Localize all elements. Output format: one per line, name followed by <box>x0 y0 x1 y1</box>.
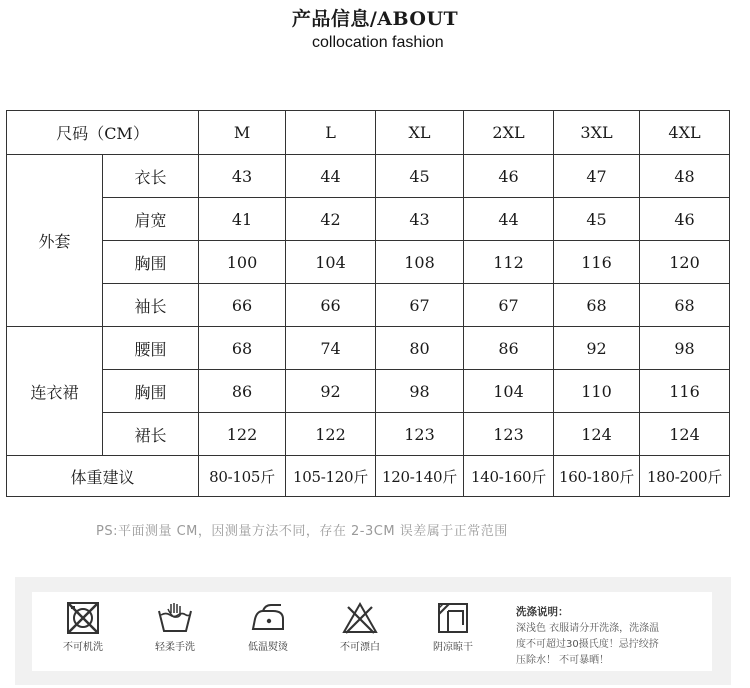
value-cell: 124 <box>554 413 640 456</box>
weight-cell: 160-180斤 <box>554 456 640 497</box>
value-cell: 67 <box>376 284 464 327</box>
table-row <box>7 413 730 456</box>
weight-row <box>7 456 730 497</box>
value-cell: 92 <box>554 327 640 370</box>
value-cell: 120 <box>640 241 730 284</box>
table-row <box>7 284 730 327</box>
care-label: 不可机洗 <box>63 642 103 653</box>
value-cell: 74 <box>286 327 376 370</box>
value-cell: 48 <box>640 155 730 198</box>
value-cell: 122 <box>286 413 376 456</box>
measure-label: 腰围 <box>103 327 199 370</box>
value-cell: 46 <box>464 155 554 198</box>
value-cell: 42 <box>286 198 376 241</box>
no-machine-wash-icon <box>66 601 100 635</box>
value-cell: 116 <box>640 370 730 413</box>
value-cell: 68 <box>199 327 286 370</box>
value-cell: 123 <box>464 413 554 456</box>
care-body <box>516 621 700 669</box>
table-row <box>7 155 730 198</box>
value-cell: 108 <box>376 241 464 284</box>
value-cell: 123 <box>376 413 464 456</box>
measure-label: 裙长 <box>103 413 199 456</box>
low-iron-icon <box>249 601 287 635</box>
care-line: 度不可超过30摄氏度！忌拧绞挤 <box>516 639 659 650</box>
care-label: 低温熨烫 <box>248 642 288 653</box>
weight-cell: 120-140斤 <box>376 456 464 497</box>
care-panel-inner <box>32 592 712 671</box>
value-cell: 46 <box>640 198 730 241</box>
value-cell: 104 <box>464 370 554 413</box>
value-cell: 43 <box>199 155 286 198</box>
measurement-note: PS:平面测量 CM，因测量方法不同，存在 2-3CM 误差属于正常范围 <box>96 524 508 539</box>
weight-cell: 105-120斤 <box>286 456 376 497</box>
value-cell: 122 <box>199 413 286 456</box>
value-cell: 116 <box>554 241 640 284</box>
value-cell: 44 <box>286 155 376 198</box>
care-line: 深浅色 衣服请分开洗涤，洗涤温 <box>516 623 660 634</box>
care-label: 阴凉晾干 <box>433 642 473 653</box>
value-cell: 124 <box>640 413 730 456</box>
value-cell: 86 <box>464 327 554 370</box>
value-cell: 68 <box>640 284 730 327</box>
value-cell: 67 <box>464 284 554 327</box>
value-cell: 112 <box>464 241 554 284</box>
care-instructions <box>516 604 700 669</box>
care-title: 洗涤说明： <box>516 606 569 618</box>
weight-cell: 140-160斤 <box>464 456 554 497</box>
measure-label: 衣长 <box>103 155 199 198</box>
value-cell: 66 <box>286 284 376 327</box>
table-row <box>7 327 730 370</box>
size-header: M <box>199 111 286 155</box>
size-header: 4XL <box>640 111 730 155</box>
value-cell: 45 <box>554 198 640 241</box>
care-item-low-iron <box>233 601 303 653</box>
table-row <box>7 370 730 413</box>
value-cell: 100 <box>199 241 286 284</box>
value-cell: 98 <box>640 327 730 370</box>
care-label: 不可漂白 <box>340 642 380 653</box>
value-cell: 66 <box>199 284 286 327</box>
care-line: 压除水！ 不可暴晒！ <box>516 655 610 666</box>
care-item-no-machine-wash <box>48 601 118 653</box>
care-panel <box>15 577 731 685</box>
size-label: 尺码（CM） <box>7 111 199 155</box>
measure-label: 胸围 <box>103 241 199 284</box>
value-cell: 98 <box>376 370 464 413</box>
care-item-shade-dry <box>418 601 488 653</box>
value-cell: 45 <box>376 155 464 198</box>
hand-wash-icon <box>156 601 194 635</box>
value-cell: 110 <box>554 370 640 413</box>
size-header: 2XL <box>464 111 554 155</box>
size-header: L <box>286 111 376 155</box>
group-label-coat: 外套 <box>7 155 103 327</box>
care-item-hand-wash <box>140 601 210 653</box>
weight-cell: 180-200斤 <box>640 456 730 497</box>
value-cell: 68 <box>554 284 640 327</box>
measure-label: 肩宽 <box>103 198 199 241</box>
value-cell: 86 <box>199 370 286 413</box>
table-row <box>7 241 730 284</box>
weight-cell: 80-105斤 <box>199 456 286 497</box>
size-header-row <box>7 111 730 155</box>
weight-label: 体重建议 <box>7 456 199 497</box>
shade-dry-icon <box>436 601 470 635</box>
value-cell: 104 <box>286 241 376 284</box>
size-header: 3XL <box>554 111 640 155</box>
group-label-dress: 连衣裙 <box>7 327 103 456</box>
measure-label: 胸围 <box>103 370 199 413</box>
table-row <box>7 198 730 241</box>
value-cell: 80 <box>376 327 464 370</box>
page-title: 产品信息/ABOUT <box>291 8 459 30</box>
value-cell: 47 <box>554 155 640 198</box>
care-item-no-bleach <box>325 601 395 653</box>
care-label: 轻柔手洗 <box>155 642 195 653</box>
size-header: XL <box>376 111 464 155</box>
value-cell: 43 <box>376 198 464 241</box>
value-cell: 41 <box>199 198 286 241</box>
size-chart-table <box>6 110 730 497</box>
page-subtitle: collocation fashion <box>312 34 444 51</box>
no-bleach-icon <box>341 601 379 635</box>
value-cell: 92 <box>286 370 376 413</box>
measure-label: 袖长 <box>103 284 199 327</box>
value-cell: 44 <box>464 198 554 241</box>
